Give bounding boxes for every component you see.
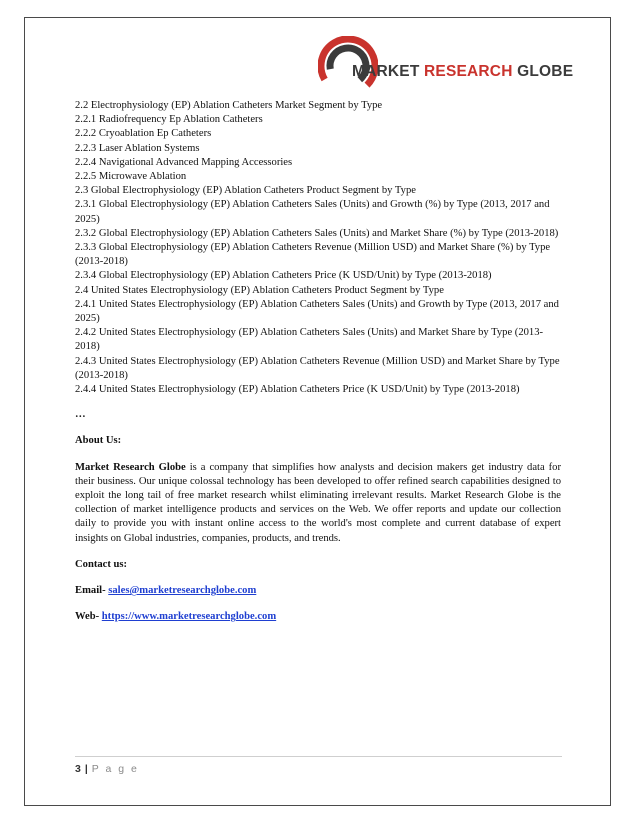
toc-list	[75, 99, 561, 397]
toc-item: 2.3.3 Global Electrophysiology (EP) Ablation Catheters Revenue (Million USD) and Market Share (%) by Type (2013-2018)	[75, 242, 551, 268]
page-label: P a g e	[91, 763, 139, 775]
footer-divider	[75, 756, 562, 757]
page-number: 3	[75, 763, 81, 775]
email-line	[75, 584, 561, 598]
toc-item: 2.3.2 Global Electrophysiology (EP) Ablation Catheters Sales (Units) and Market Share (%) by Type (2013-2018)	[75, 227, 559, 239]
logo-word-market: MARKET	[352, 63, 425, 80]
about-heading: About Us:	[75, 435, 122, 447]
toc-item: 2.2 Electrophysiology (EP) Ablation Catheters Market Segment by Type	[75, 100, 383, 111]
contact-heading: Contact us:	[75, 558, 128, 570]
toc-item: 2.2.1 Radiofrequency Ep Ablation Catheters	[75, 114, 263, 126]
ellipsis: …	[75, 409, 86, 421]
toc-item: 2.2.3 Laser Ablation Systems	[75, 142, 200, 154]
email-label: Email-	[75, 585, 109, 597]
toc-item: 2.3.1 Global Electrophysiology (EP) Ablation Catheters Sales (Units) and Growth (%) by Type (2013, 2017 and 2025)	[75, 199, 550, 225]
email-link[interactable]: sales@marketresearchglobe.com	[108, 585, 257, 597]
toc-item: 2.4 United States Electrophysiology (EP) Ablation Catheters Product Segment by Type	[75, 284, 444, 296]
logo-wordmark	[352, 63, 573, 81]
toc-item: 2.3 Global Electrophysiology (EP) Ablation Catheters Product Segment by Type	[75, 185, 416, 197]
document-body	[75, 99, 561, 625]
web-link[interactable]: https://www.marketresearchglobe.com	[101, 611, 277, 623]
toc-item: 2.2.5 Microwave Ablation	[75, 171, 187, 183]
toc-item: 2.2.2 Cryoablation Ep Catheters	[75, 128, 212, 140]
market-research-globe-logo	[318, 36, 574, 96]
toc-item: 2.4.3 United States Electrophysiology (EP) Ablation Catheters Revenue (Million USD) and Market Share by Type (2013-2018)	[75, 355, 560, 381]
company-name: Market Research Globe	[75, 461, 186, 473]
toc-item: 2.2.4 Navigational Advanced Mapping Accessories	[75, 156, 293, 168]
about-paragraph	[75, 461, 561, 546]
toc-item: 2.4.2 United States Electrophysiology (EP) Ablation Catheters Sales (Units) and Market Share by Type (2013-2018)	[75, 327, 544, 353]
web-line	[75, 610, 561, 624]
about-body: is a company that simplifies how analysts and decision makers get industry data for their business. Our unique colossal technology has been developed to offer refined search capabilities designed to exploit the long tail of free market research whilst eliminating irrelevant results. Market Research Globe is the collection of market intelligence products and services on the Web. We offer reports and update our collection daily to provide you with instant online access to the world's most complete and current database of expert insights on Global industries, companies, products, and trends.	[75, 461, 562, 544]
page-footer	[75, 763, 139, 775]
logo-word-research: RESEARCH	[424, 63, 513, 80]
toc-item: 2.3.4 Global Electrophysiology (EP) Ablation Catheters Price (K USD/Unit) by Type (2013-2018)	[75, 270, 492, 282]
logo-word-globe: GLOBE	[512, 63, 574, 80]
toc-item: 2.4.4 United States Electrophysiology (EP) Ablation Catheters Price (K USD/Unit) by Type (2013-2018)	[75, 384, 520, 396]
web-label: Web-	[75, 611, 102, 623]
toc-item: 2.4.1 United States Electrophysiology (EP) Ablation Catheters Sales (Units) and Growth by Type (2013, 2017 and 2025)	[75, 298, 559, 325]
footer-separator: |	[84, 763, 88, 775]
